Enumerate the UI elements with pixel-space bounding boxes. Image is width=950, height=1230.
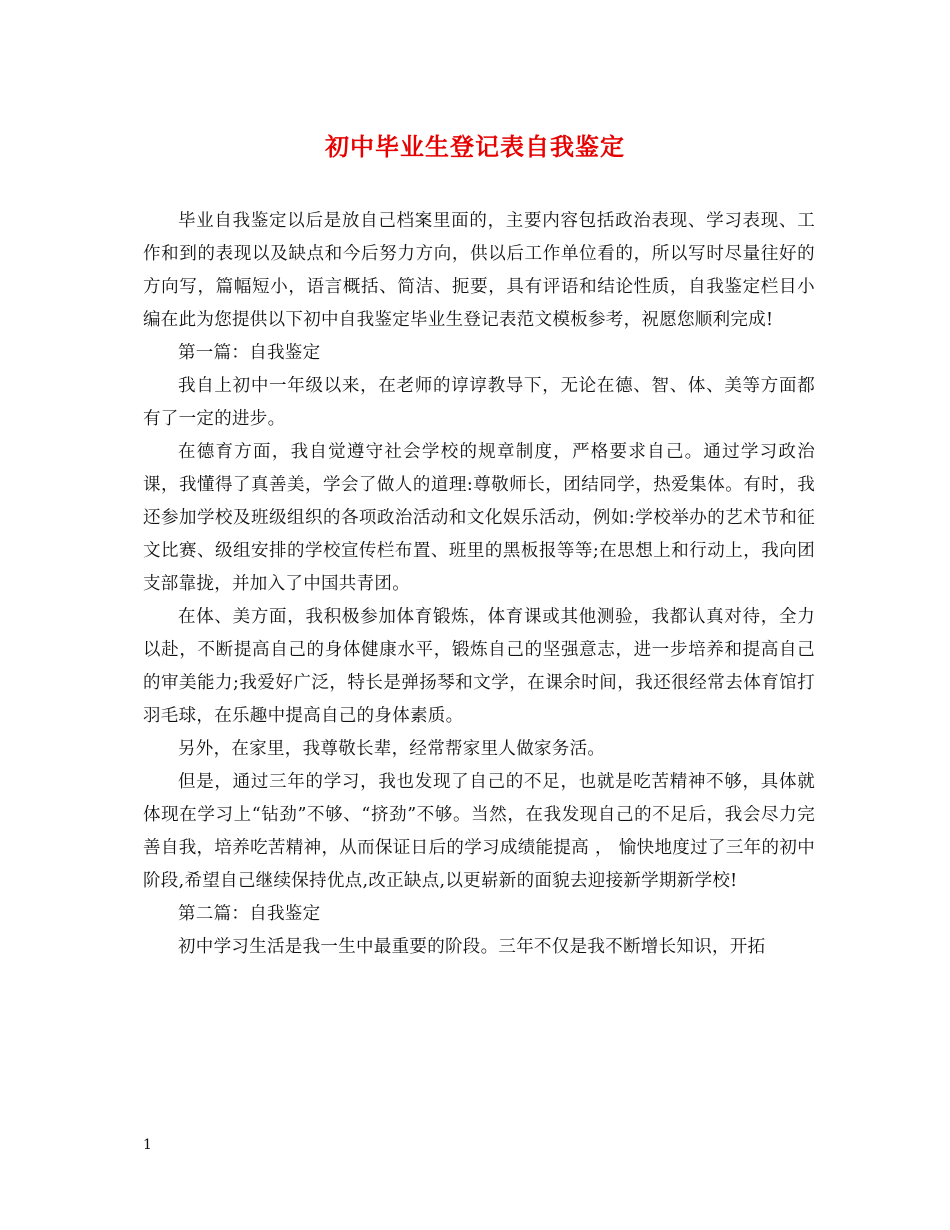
page-number: 1	[143, 1137, 152, 1153]
body-paragraph: 我自上初中一年级以来，在老师的谆谆教导下，无论在德、智、体、美等方面都有了一定的进步。	[143, 376, 815, 429]
intro-paragraph: 毕业自我鉴定以后是放自己档案里面的，主要内容包括政治表现、学习表现、工作和到的表现以及缺点和今后努力方向，供以后工作单位看的，所以写时尽量往好的方向写，篇幅短小，语言概括、简洁、扼要，具有评语和结论性质，自我鉴定栏目小编在此为您提供以下初中自我鉴定毕业生登记表范文模板参考，祝愿您顺利完成!	[143, 211, 815, 330]
section-heading-first: 第一篇：自我鉴定	[178, 343, 321, 363]
body-paragraph: 在德育方面，我自觉遵守社会学校的规章制度，严格要求自己。通过学习政治课，我懂得了真善美，学会了做人的道理:尊敬师长，团结同学，热爱集体。有时，我还参加学校及班级组织的各项政治活动和文化娱乐活动，例如:学校举办的艺术节和征文比赛、级组安排的学校宣传栏布置、班里的黑板报等等;在思想上和行动上，我向团支部靠拢，并加入了中国共青团。	[143, 442, 815, 594]
document-title: 初中毕业生登记表自我鉴定	[325, 132, 625, 161]
body-paragraph: 另外，在家里，我尊敬长辈，经常帮家里人做家务活。	[178, 739, 606, 759]
body-paragraph: 初中学习生活是我一生中最重要的阶段。三年不仅是我不断增长知识，开拓	[178, 937, 766, 957]
document-body	[143, 205, 815, 964]
body-paragraph: 在体、美方面，我积极参加体育锻炼，体育课或其他测验，我都认真对待，全力以赴，不断提高自己的身体健康水平，锻炼自己的坚强意志，进一步培养和提高自己的审美能力;我爱好广泛，特长是弹扬琴和文学，在课余时间，我还很经常去体育馆打羽毛球，在乐趣中提高自己的身体素质。	[143, 607, 815, 726]
section-heading-second: 第二篇：自我鉴定	[178, 904, 321, 924]
body-paragraph: 但是，通过三年的学习，我也发现了自己的不足，也就是吃苦精神不够，具体就体现在学习上“钻劲”不够、“挤劲”不够。当然，在我发现自己的不足后，我会尽力完善自我，培养吃苦精神，从而保证日后的学习成绩能提高 ， 愉快地度过了三年的初中阶段,希望自己继续保持优点,改正缺点,以更崭新的面貌去迎接新学期新学校!	[143, 772, 815, 891]
